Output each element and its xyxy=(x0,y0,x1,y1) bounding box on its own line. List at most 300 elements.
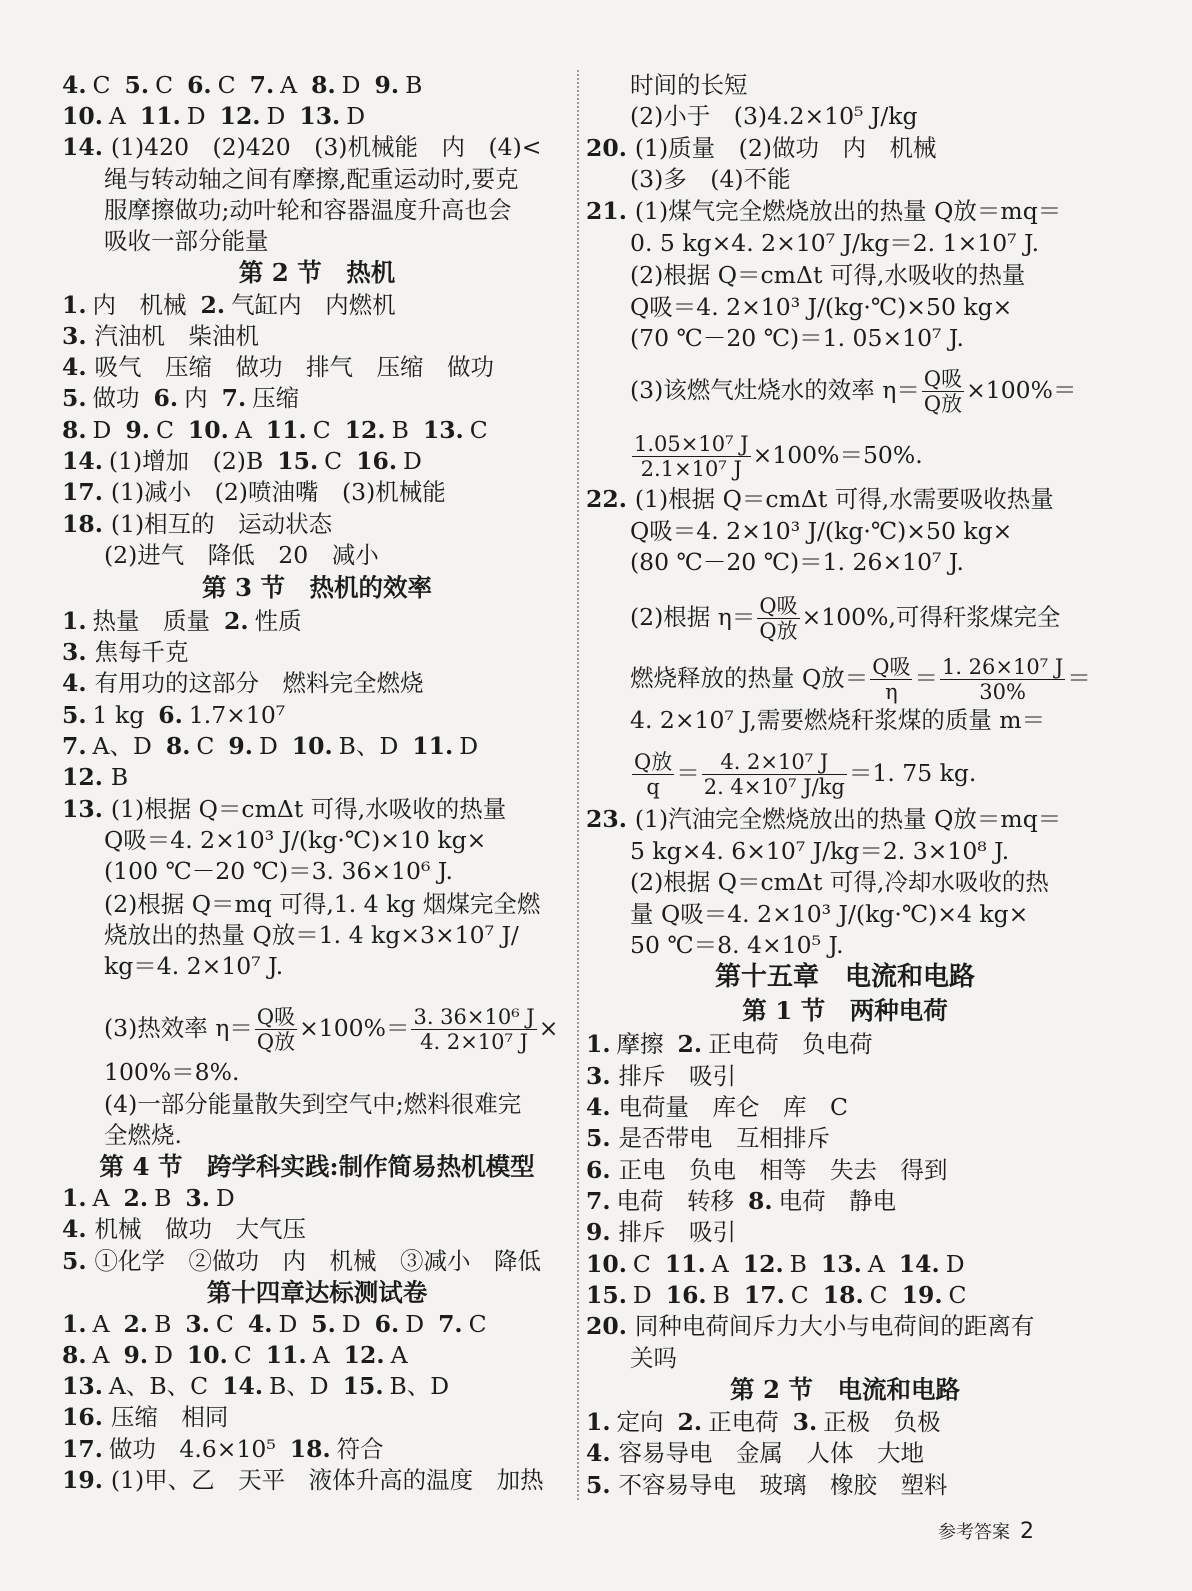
answer-line xyxy=(62,637,189,667)
answer-text: (1)420 (2)420 (3)机械能 内 (4)< xyxy=(110,133,542,161)
page-number: 2 xyxy=(1020,1519,1034,1544)
answer-item xyxy=(412,732,478,760)
formula-line: (3)该燃气灶烧水的效率 η＝ $\frac{\text{Q吸}}{\text{Q放}}$ ×100%＝ xyxy=(630,367,1077,416)
question-number: 19. xyxy=(62,1466,103,1494)
formula-line: (2)根据 η＝ $\frac{\text{Q吸}}{\text{Q放}}$ ×100%,可得秆浆煤完全 xyxy=(630,594,1061,643)
question-number: 14. xyxy=(222,1372,264,1400)
answer-line xyxy=(62,383,313,413)
answer-item xyxy=(62,384,140,412)
answer-item xyxy=(228,732,277,760)
footer-label: 参考答案 xyxy=(938,1522,1010,1543)
question-number: 10. xyxy=(187,416,229,444)
answer-text: 电荷量 库仑 库 C xyxy=(618,1093,849,1121)
question-number: 6. xyxy=(158,701,183,729)
question-number: 8. xyxy=(62,1341,87,1369)
continuation-line: 绳与转动轴之间有摩擦,配重运动时,要克 xyxy=(104,165,519,193)
question-number: 10. xyxy=(186,1341,228,1369)
question-number: 4. xyxy=(62,669,87,697)
answer-text: A xyxy=(390,1341,408,1369)
answer-item xyxy=(62,1435,276,1463)
answer-line xyxy=(62,731,492,761)
question-number: 11. xyxy=(265,416,307,444)
question-number: 5. xyxy=(311,1310,336,1338)
question-number: 9. xyxy=(125,416,150,444)
continuation-line: 时间的长短 xyxy=(630,71,748,99)
answer-text: 电荷 转移 xyxy=(616,1187,735,1215)
answer-line xyxy=(586,484,1054,514)
answer-text: D xyxy=(266,102,286,130)
answer-text: 压缩 相同 xyxy=(110,1403,229,1431)
fraction-numerator: 3. 36×10⁶ J xyxy=(413,1005,535,1029)
fraction-denominator: 4. 2×10⁷ J xyxy=(420,1030,529,1054)
answer-item xyxy=(62,71,111,99)
answer-line xyxy=(62,415,502,445)
answer-line xyxy=(586,1407,955,1437)
answer-text: C xyxy=(155,416,174,444)
question-number: 2. xyxy=(123,1184,149,1212)
answer-text: D xyxy=(632,1281,652,1309)
question-number: 3. xyxy=(62,322,87,350)
continuation-line: (2)根据 Q＝cmΔt 可得,水吸收的热量 xyxy=(630,261,1026,289)
question-number: 13. xyxy=(62,1372,103,1400)
answer-text: 热量 质量 xyxy=(92,607,211,635)
answer-line xyxy=(62,132,541,162)
question-number: 9. xyxy=(228,732,253,760)
answer-line xyxy=(62,794,506,824)
answer-text: 排斥 吸引 xyxy=(618,1218,737,1246)
answer-line xyxy=(586,1311,1034,1341)
section-heading: 第 2 节 热机 xyxy=(238,258,396,287)
answer-text: D xyxy=(154,1341,173,1369)
answer-line xyxy=(586,1186,910,1216)
answer-item xyxy=(224,607,302,635)
formula-line: (3)热效率 η＝ $\frac{\text{Q吸}}{\text{Q放}}$ ×100%＝ $\frac{\text{3. 36×10⁶ J}}{\text{4. 2×10⁷ J}}$ × xyxy=(104,1005,559,1054)
continuation-line: Q吸＝4. 2×10³ J/(kg·℃)×50 kg× xyxy=(630,517,1013,545)
answer-item xyxy=(665,1250,729,1278)
answer-item xyxy=(423,416,488,444)
question-number: 4. xyxy=(62,71,87,99)
fraction-denominator: Q放 xyxy=(923,392,963,416)
question-number: 1. xyxy=(62,291,87,319)
continuation-line: 烧放出的热量 Q放＝1. 4 kg×3×10⁷ J/ xyxy=(104,921,519,949)
answer-text: B xyxy=(405,71,423,99)
question-number: 2. xyxy=(677,1408,703,1436)
answer-text: A、D xyxy=(92,732,152,760)
answer-text: B xyxy=(391,416,409,444)
answer-item xyxy=(62,607,210,635)
answer-item xyxy=(290,1435,384,1463)
answer-line xyxy=(586,1438,924,1468)
answer-item xyxy=(743,1250,807,1278)
answer-text: 正电荷 负电荷 xyxy=(708,1030,873,1058)
answer-text: 符合 xyxy=(336,1435,384,1463)
section-heading: 第 4 节 跨学科实践:制作简易热机模型 xyxy=(99,1152,535,1181)
question-number: 8. xyxy=(748,1187,773,1215)
answer-item xyxy=(124,1341,173,1369)
answer-item xyxy=(62,1184,110,1212)
fraction-numerator: Q放 xyxy=(634,750,673,774)
continuation-line: 服摩擦做功;动叶轮和容器温度升高也会 xyxy=(104,196,512,224)
question-number: 11. xyxy=(265,1341,307,1369)
question-number: 3. xyxy=(792,1408,818,1436)
formula-line: 燃烧释放的热量 Q放＝ $\frac{\text{Q吸}}{\eta}$ ＝ $\frac{\text{1. 26×10⁷ J}}{30\%}$ ＝ xyxy=(630,655,1091,704)
answer-text: B xyxy=(712,1281,730,1309)
fraction xyxy=(702,750,847,799)
answer-text: 正极 负极 xyxy=(823,1408,941,1436)
answer-text: B xyxy=(154,1310,172,1338)
answer-item xyxy=(678,1408,779,1436)
answer-item xyxy=(188,416,252,444)
answer-item xyxy=(187,1341,252,1369)
answer-line xyxy=(62,446,436,476)
fraction xyxy=(870,655,912,704)
answer-text: C xyxy=(312,416,331,444)
answer-line xyxy=(62,1309,501,1339)
answer-text: 内 机械 xyxy=(92,291,187,319)
answer-text: 不容易导电 玻璃 橡胶 塑料 xyxy=(618,1471,948,1499)
answer-item xyxy=(62,102,126,130)
continuation-line: 量 Q吸＝4. 2×10³ J/(kg·℃)×4 kg× xyxy=(630,900,1029,928)
answer-text: (1)汽油完全燃烧放出的热量 Q放＝mq＝ xyxy=(634,805,1062,833)
answer-item xyxy=(793,1408,941,1436)
answer-text: C xyxy=(324,447,343,475)
answer-text: (1)根据 Q＝cmΔt 可得,水需要吸收热量 xyxy=(634,485,1054,513)
answer-line xyxy=(62,477,446,507)
answer-item xyxy=(222,1372,329,1400)
continuation-line: 吸收一部分能量 xyxy=(104,227,269,255)
answer-text: D xyxy=(341,1310,361,1338)
answer-item xyxy=(748,1187,896,1215)
answer-item xyxy=(220,102,286,130)
answer-text: A xyxy=(108,102,126,130)
continuation-line: (2)根据 Q＝mq 可得,1. 4 kg 烟煤完全燃 xyxy=(104,890,541,918)
answer-text: 正电荷 xyxy=(708,1408,779,1436)
answer-text: A xyxy=(234,416,252,444)
answer-text: D xyxy=(405,1310,425,1338)
question-number: 7. xyxy=(586,1187,611,1215)
answer-item xyxy=(586,1408,664,1436)
answer-text: 排斥 吸引 xyxy=(618,1062,737,1090)
question-number: 8. xyxy=(311,71,336,99)
answer-text: 气缸内 内燃机 xyxy=(231,291,396,319)
answer-item xyxy=(62,291,187,319)
answer-text: D xyxy=(459,732,479,760)
question-number: 3. xyxy=(62,638,87,666)
question-number: 3. xyxy=(586,1062,611,1090)
fraction-numerator: Q吸 xyxy=(872,655,911,679)
continuation-line: Q吸＝4. 2×10³ J/(kg·℃)×50 kg× xyxy=(630,293,1013,321)
continuation-line: 0. 5 kg×4. 2×10⁷ J/kg＝2. 1×10⁷ J. xyxy=(630,229,1040,257)
fraction-numerator: Q吸 xyxy=(759,594,798,618)
section-heading: 第 2 节 电流和电路 xyxy=(729,1375,961,1404)
answer-text: 有用功的这部分 燃料完全燃烧 xyxy=(94,669,424,697)
answer-line xyxy=(586,1280,981,1310)
answer-text: A xyxy=(92,1184,110,1212)
answer-line xyxy=(586,1217,736,1247)
question-number: 11. xyxy=(139,102,181,130)
answer-text: 内 xyxy=(184,384,208,412)
answer-text: D xyxy=(945,1250,965,1278)
question-number: 1. xyxy=(62,1184,87,1212)
continuation-line: 关吗 xyxy=(630,1344,677,1372)
answer-line xyxy=(62,290,410,320)
answer-item xyxy=(140,102,206,130)
fraction-denominator: q xyxy=(646,775,660,799)
answer-text: D xyxy=(278,1310,298,1338)
answer-text: D xyxy=(215,1184,235,1212)
answer-item xyxy=(343,1372,450,1400)
question-number: 1. xyxy=(586,1408,611,1436)
answer-text: A xyxy=(92,1341,110,1369)
fraction xyxy=(632,432,751,481)
question-number: 2. xyxy=(200,291,226,319)
answer-item xyxy=(344,1341,408,1369)
answer-item xyxy=(678,1030,873,1058)
answer-item xyxy=(292,732,399,760)
answer-text: A xyxy=(92,1310,110,1338)
question-number: 8. xyxy=(62,416,87,444)
answer-line xyxy=(62,1340,422,1370)
answer-text: ①化学 ②做功 内 机械 ③减小 降低 xyxy=(94,1247,542,1275)
answer-line xyxy=(62,762,128,792)
answer-text: C xyxy=(233,1341,252,1369)
answer-text: (1)根据 Q＝cmΔt 可得,水吸收的热量 xyxy=(110,795,507,823)
question-number: 14. xyxy=(62,133,103,161)
answer-text: C xyxy=(92,71,111,99)
answer-text: B、D xyxy=(269,1372,329,1400)
answer-item xyxy=(62,416,111,444)
answer-line xyxy=(62,1434,398,1464)
question-number: 3. xyxy=(185,1184,210,1212)
answer-text: 做功 4.6×10⁵ xyxy=(108,1435,276,1463)
answer-text: A xyxy=(867,1250,885,1278)
question-number: 14. xyxy=(62,447,103,475)
answer-item xyxy=(586,1187,734,1215)
answer-line xyxy=(586,1123,830,1153)
fraction xyxy=(940,655,1065,704)
question-number: 6. xyxy=(586,1156,611,1184)
answer-item xyxy=(899,1250,965,1278)
answer-line xyxy=(62,1465,544,1495)
fraction xyxy=(757,594,799,643)
answer-text: B xyxy=(154,1184,172,1212)
section-heading: 第 3 节 热机的效率 xyxy=(201,573,433,602)
question-number: 16. xyxy=(62,1403,103,1431)
formula-line: $\frac{\text{1.05×10⁷ J}}{\text{2.1×10⁷ J}}$ ×100%＝50%. xyxy=(634,432,923,481)
answer-line xyxy=(62,321,259,351)
continuation-line: (70 ℃－20 ℃)＝1. 05×10⁷ J. xyxy=(630,324,965,352)
question-number: 6. xyxy=(187,71,212,99)
answer-text: 定向 xyxy=(616,1408,664,1436)
question-number: 22. xyxy=(586,485,627,513)
question-number: 4. xyxy=(586,1093,611,1121)
question-number: 10. xyxy=(586,1250,627,1278)
question-number: 20. xyxy=(586,134,627,162)
fraction-numerator: 1. 26×10⁷ J xyxy=(941,655,1064,679)
continuation-line: 4. 2×10⁷ J,需要燃烧秆浆煤的质量 m＝ xyxy=(630,706,1046,734)
question-number: 12. xyxy=(742,1250,784,1278)
answer-line xyxy=(586,1029,887,1059)
answer-item xyxy=(744,1281,809,1309)
question-number: 4. xyxy=(62,1215,87,1243)
question-number: 11. xyxy=(412,732,454,760)
fraction xyxy=(922,367,964,416)
question-number: 17. xyxy=(62,1435,103,1463)
answer-text: C xyxy=(155,71,174,99)
fraction-denominator: 30% xyxy=(979,680,1026,704)
formula-line: $\frac{\text{Q放}}{q}$ ＝ $\frac{\text{4. 2×10⁷ J}}{\text{2. 4×10⁷ J/kg}}$ ＝1. 75 kg. xyxy=(634,750,977,799)
answer-text: A xyxy=(711,1250,729,1278)
answer-item xyxy=(62,701,144,729)
question-number: 18. xyxy=(822,1281,864,1309)
section-heading: 第十四章达标测试卷 xyxy=(206,1278,428,1307)
answer-item xyxy=(158,701,285,729)
question-number: 19. xyxy=(901,1281,943,1309)
question-number: 15. xyxy=(342,1372,384,1400)
answer-item xyxy=(375,1310,424,1338)
answer-text: C xyxy=(215,1310,234,1338)
answer-line xyxy=(586,804,1061,834)
question-number: 18. xyxy=(62,510,103,538)
answer-text: (1)相互的 运动状态 xyxy=(110,510,333,538)
fraction xyxy=(411,1005,536,1054)
answer-text: 正电 负电 相等 失去 得到 xyxy=(618,1156,948,1184)
question-number: 6. xyxy=(374,1310,400,1338)
answer-item xyxy=(266,416,331,444)
question-number: 2. xyxy=(123,1310,149,1338)
answer-item xyxy=(166,732,215,760)
answer-item xyxy=(823,1281,888,1309)
question-number: 16. xyxy=(665,1281,707,1309)
answer-text: 容易导电 金属 人体 大地 xyxy=(618,1439,925,1467)
answer-text: 同种电荷间斥力大小与电荷间的距离有 xyxy=(634,1312,1035,1340)
answer-line xyxy=(62,1402,228,1432)
section-heading: 第 1 节 两种电荷 xyxy=(742,996,948,1025)
answer-item xyxy=(124,1184,172,1212)
answer-text: 摩擦 xyxy=(616,1030,664,1058)
section-heading: 第十五章 电流和电路 xyxy=(714,962,975,992)
answer-text: 汽油机 柴油机 xyxy=(94,322,260,350)
question-number: 5. xyxy=(62,1247,87,1275)
answer-item xyxy=(62,1310,110,1338)
question-number: 12. xyxy=(62,763,103,791)
question-number: 17. xyxy=(62,478,103,506)
answer-text: 1.7×10⁷ xyxy=(188,701,286,729)
answer-line xyxy=(586,1249,979,1279)
answer-text: D xyxy=(258,732,278,760)
answer-line xyxy=(586,196,1061,226)
answer-item xyxy=(125,416,174,444)
answer-text: D xyxy=(92,416,112,444)
question-number: 1. xyxy=(62,607,87,635)
continuation-line: 100%＝8%. xyxy=(104,1058,240,1086)
question-number: 13. xyxy=(422,416,464,444)
answer-text: A、B、C xyxy=(108,1372,209,1400)
answer-item xyxy=(250,71,298,99)
question-number: 18. xyxy=(289,1435,331,1463)
continuation-line: (100 ℃－20 ℃)＝3. 36×10⁶ J. xyxy=(104,857,453,885)
answer-line xyxy=(62,509,332,539)
answer-item xyxy=(62,732,152,760)
fraction-numerator: Q吸 xyxy=(256,1005,296,1029)
continuation-line: (2)根据 Q＝cmΔt 可得,冷却水吸收的热 xyxy=(630,868,1049,896)
question-number: 7. xyxy=(438,1310,463,1338)
answer-text: B xyxy=(789,1250,807,1278)
answer-text: (1)增加 (2)B xyxy=(108,447,264,475)
question-number: 6. xyxy=(153,384,179,412)
answer-text: (1)甲、乙 天平 液体升高的温度 加热 xyxy=(110,1466,544,1494)
question-number: 4. xyxy=(586,1439,611,1467)
answer-text: 1 kg xyxy=(92,701,145,729)
fraction xyxy=(255,1005,297,1054)
continuation-line: (2)小于 (3)4.2×10⁵ J/kg xyxy=(630,102,918,130)
answer-line xyxy=(62,606,316,636)
continuation-line: 50 ℃＝8. 4×10⁵ J. xyxy=(630,931,844,959)
answer-text: 吸气 压缩 做功 排气 压缩 做功 xyxy=(94,353,495,381)
answer-text: 机械 做功 大气压 xyxy=(94,1215,307,1243)
question-number: 14. xyxy=(898,1250,940,1278)
answer-line xyxy=(62,101,379,131)
answer-text: C xyxy=(468,1310,487,1338)
question-number: 1. xyxy=(62,1310,87,1338)
answer-text: C xyxy=(790,1281,809,1309)
question-number: 4. xyxy=(62,353,87,381)
answer-item xyxy=(185,1184,234,1212)
question-number: 1. xyxy=(586,1030,611,1058)
answer-line xyxy=(586,1092,848,1122)
question-number: 5. xyxy=(62,701,87,729)
answer-item xyxy=(375,71,423,99)
question-number: 10. xyxy=(62,102,103,130)
question-number: 13. xyxy=(820,1250,862,1278)
answer-item xyxy=(277,447,342,475)
question-number: 10. xyxy=(291,732,333,760)
continuation-line: (80 ℃－20 ℃)＝1. 26×10⁷ J. xyxy=(630,548,965,576)
answer-item xyxy=(266,1341,330,1369)
fraction-denominator: 2.1×10⁷ J xyxy=(640,457,742,481)
fraction-denominator: 2. 4×10⁷ J/kg xyxy=(703,775,845,799)
question-number: 20. xyxy=(586,1312,627,1340)
answer-text: 电荷 静电 xyxy=(778,1187,897,1215)
question-number: 9. xyxy=(123,1341,149,1369)
answer-item xyxy=(666,1281,730,1309)
answer-item xyxy=(201,291,396,319)
answer-line xyxy=(586,1061,736,1091)
question-number: 17. xyxy=(743,1281,785,1309)
column-divider xyxy=(577,70,579,1500)
answer-item xyxy=(62,1341,110,1369)
answer-line xyxy=(62,1214,306,1244)
answer-item xyxy=(124,1310,172,1338)
answer-item xyxy=(299,102,365,130)
answer-line xyxy=(586,1155,948,1185)
answer-text: D xyxy=(186,102,206,130)
answer-item xyxy=(438,1310,487,1338)
continuation-line: kg＝4. 2×10⁷ J. xyxy=(104,952,284,980)
answer-item xyxy=(248,1310,297,1338)
fraction-numerator: Q吸 xyxy=(923,367,963,391)
continuation-line: 全燃烧. xyxy=(104,1121,182,1149)
continuation-line: 5 kg×4. 6×10⁷ J/kg＝2. 3×10⁸ J. xyxy=(630,837,1010,865)
answer-text: A xyxy=(312,1341,330,1369)
question-number: 23. xyxy=(586,805,627,833)
question-number: 15. xyxy=(277,447,319,475)
answer-line xyxy=(62,70,436,100)
answer-item xyxy=(356,447,422,475)
question-number: 16. xyxy=(356,447,398,475)
question-number: 13. xyxy=(62,795,103,823)
answer-item xyxy=(586,1030,664,1058)
